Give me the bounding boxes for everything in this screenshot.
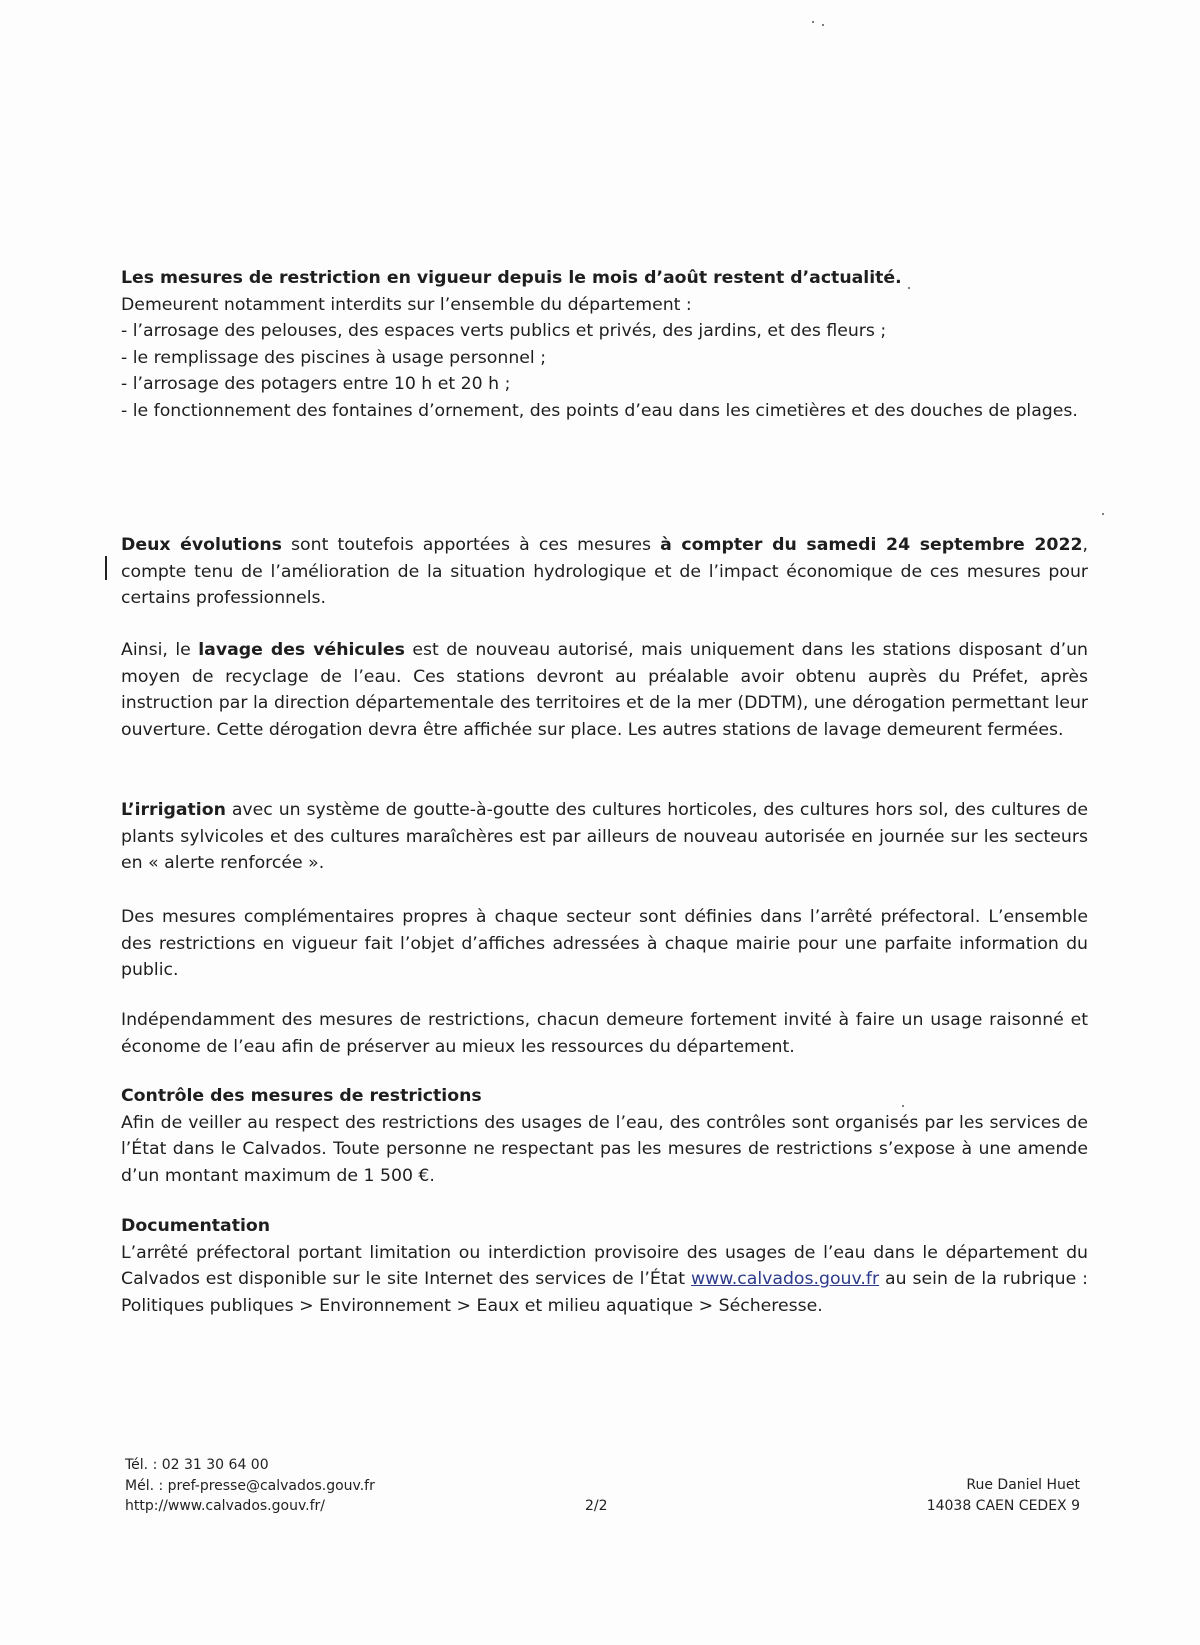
evolutions-text-2: , compte tenu de l’amélioration de la situation hydrologique et de l’impact économique de ces mesures pour certains professionnels. xyxy=(121,535,1088,608)
page-number-text: 2/2 xyxy=(585,1498,608,1514)
footer-contact xyxy=(125,1455,375,1517)
controle-text: Afin de veiller au respect des restrictions des usages de l’eau, des contrôles sont organisés par les services de l’État dans le Calvados. Toute personne ne respectant pas les mesures de restrictions s’expose à une amende d’un montant maximum de 1 500 €. xyxy=(121,1112,1088,1186)
restriction-item: - l’arrosage des potagers entre 10 h et 20 h ; xyxy=(121,374,511,394)
irrigation-bold: L’irrigation xyxy=(121,800,226,820)
restrictions-intro: Demeurent notamment interdits sur l’ensemble du département : xyxy=(121,294,692,315)
restrictions-intro-bold: Les mesures de restriction en vigueur depuis le mois d’août restent d’actualité. xyxy=(121,268,902,288)
documentation-text-after: au sein de la rubrique : Politiques publiques > Environnement > Eaux et milieu aquatique > Sécheresse. xyxy=(121,1269,1088,1316)
lavage-bold: lavage des véhicules xyxy=(198,640,405,660)
usage-text: Indépendamment des mesures de restrictions, chacun demeure fortement invité à faire un usage raisonné et économe de l’eau afin de préserver au mieux les ressources du département. xyxy=(121,1010,1088,1057)
address-city: 14038 CAEN CEDEX 9 xyxy=(926,1497,1080,1514)
evolutions-paragraph xyxy=(121,532,1088,612)
irrigation-paragraph xyxy=(121,797,1088,877)
usage-paragraph xyxy=(121,1007,1088,1060)
controle-heading: Contrôle des mesures de restrictions xyxy=(121,1086,482,1106)
evolutions-date: à compter du samedi 24 septembre 2022 xyxy=(660,535,1083,555)
restriction-item: - l’arrosage des pelouses, des espaces verts publics et privés, des jardins, et des fleurs ; xyxy=(121,321,887,341)
address-street: Rue Daniel Huet xyxy=(966,1477,1080,1493)
calvados-website-link[interactable]: www.calvados.gouv.fr xyxy=(690,1269,880,1289)
footer-email: Mél. : pref-presse@calvados.gouv.fr xyxy=(125,1477,375,1494)
documentation-section xyxy=(121,1213,1088,1319)
restriction-item: - le remplissage des piscines à usage personnel ; xyxy=(121,347,547,368)
restrictions-section xyxy=(121,265,1088,424)
evolutions-text-1: sont toutefois apportées à ces mesures xyxy=(281,535,661,555)
margin-mark xyxy=(105,556,107,580)
lavage-prefix: Ainsi, le xyxy=(121,640,199,660)
evolutions-lead: Deux évolutions xyxy=(121,535,282,555)
lavage-text: est de nouveau autorisé, mais uniquement dans les stations disposant d’un moyen de recyclage de l’eau. Ces stations devront au préalable avoir obtenu auprès du Préfet, après instruction par la direction départementale des territoires et de la mer (DDTM), une dérogation permettant leur ouverture. Cette dérogation devra être affichée sur place. Les autres stations de lavage demeurent fermées. xyxy=(121,640,1088,740)
footer-website: http://www.calvados.gouv.fr/ xyxy=(125,1498,326,1514)
irrigation-text: avec un système de goutte-à-goutte des cultures horticoles, des cultures hors sol, des cultures de plants sylvicoles et des cultures maraîchères est par ailleurs de nouveau autorisée en journée sur les secteurs en « alerte renforcée ». xyxy=(121,800,1088,873)
scan-speck xyxy=(1102,513,1104,515)
documentation-heading: Documentation xyxy=(121,1216,271,1236)
scan-speck xyxy=(822,24,824,26)
controle-section xyxy=(121,1083,1088,1189)
footer-tel: Tél. : 02 31 30 64 00 xyxy=(125,1457,269,1473)
complementaires-text: Des mesures complémentaires propres à chaque secteur sont définies dans l’arrêté préfectoral. L’ensemble des restrictions en vigueur fait l’objet d’affiches adressées à chaque mairie pour une parfaite information du public. xyxy=(121,907,1088,980)
page-number xyxy=(585,1496,608,1517)
documentation-text: L’arrêté préfectoral portant limitation ou interdiction provisoire des usages de l’eau dans le département du Calvados est disponible sur le site Internet des services de l’État xyxy=(121,1242,1088,1289)
scan-speck xyxy=(812,21,814,23)
restriction-item: - le fonctionnement des fontaines d’ornement, des points d’eau dans les cimetières et des douches de plages. xyxy=(121,400,1078,421)
footer-address xyxy=(900,1475,1080,1516)
lavage-paragraph xyxy=(121,637,1088,743)
complementaires-paragraph xyxy=(121,904,1088,984)
